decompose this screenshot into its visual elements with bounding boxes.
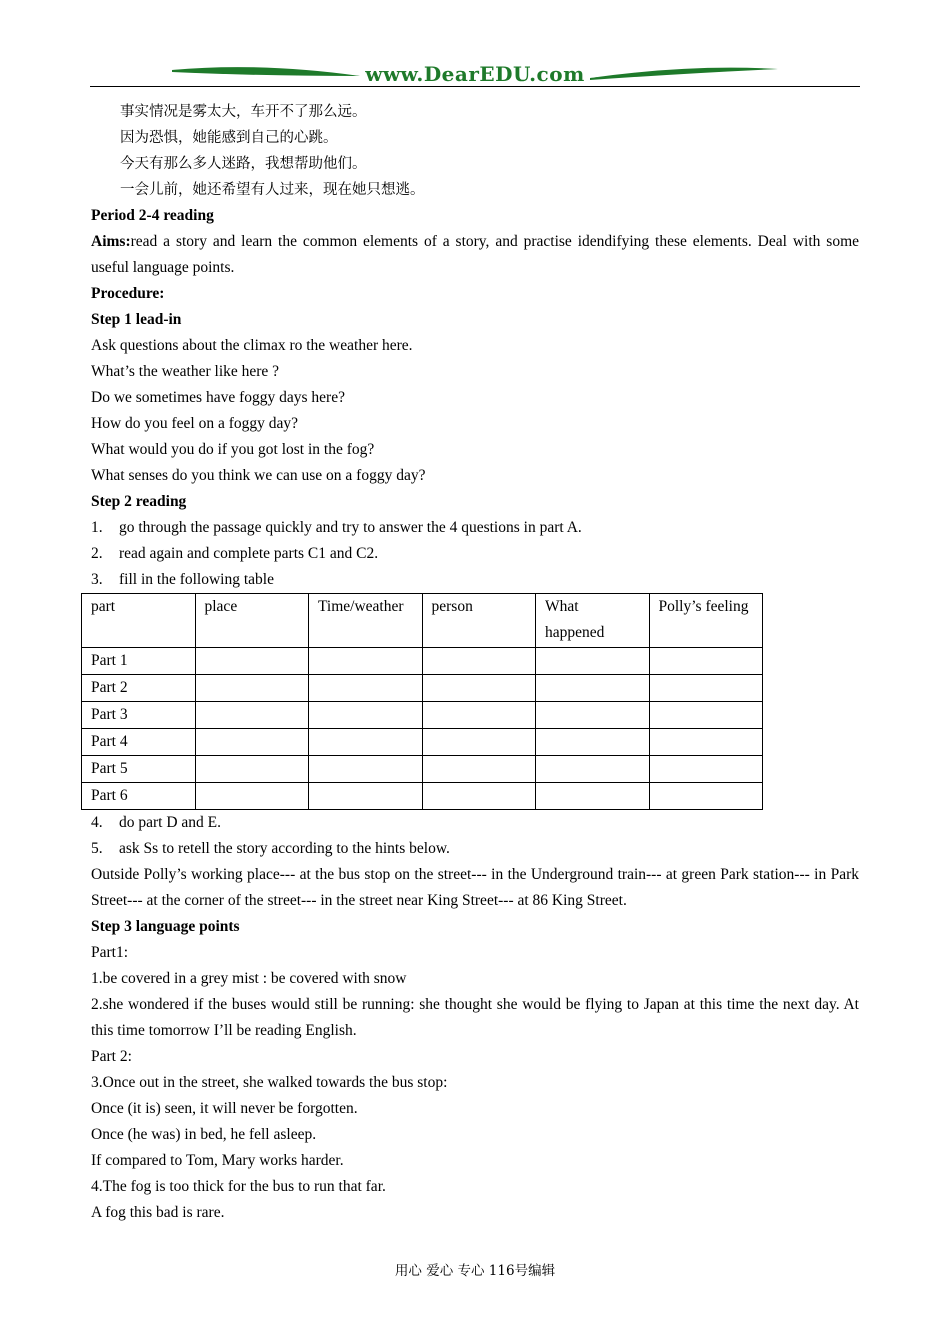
procedure-heading: Procedure: bbox=[91, 285, 165, 302]
table-cell-empty bbox=[649, 756, 763, 783]
chinese-sentence: 事实情况是雾太大，车开不了那么远。 bbox=[120, 104, 367, 120]
table-row-label: Part 3 bbox=[82, 702, 196, 729]
table-cell-empty bbox=[309, 729, 423, 756]
list-text: read again and complete parts C1 and C2. bbox=[119, 545, 379, 562]
table-cell-empty bbox=[422, 783, 536, 810]
step3-line: Part 2: bbox=[91, 1048, 132, 1065]
table-cell-empty bbox=[195, 702, 309, 729]
table-cell-empty bbox=[649, 702, 763, 729]
table-cell-empty bbox=[536, 648, 650, 675]
page-footer: 用心 爱心 专心 116号编辑 bbox=[394, 1263, 556, 1279]
table-cell-empty bbox=[536, 756, 650, 783]
list-text: fill in the following table bbox=[119, 571, 274, 588]
table-cell-empty bbox=[422, 648, 536, 675]
table-cell-empty bbox=[309, 783, 423, 810]
list-number: 5. bbox=[91, 840, 103, 857]
table-cell-empty bbox=[422, 675, 536, 702]
step3-line: Part1: bbox=[91, 944, 129, 961]
step1-line: What would you do if you got lost in the fog? bbox=[91, 441, 375, 458]
step1-line: Ask questions about the climax ro the weather here. bbox=[91, 337, 413, 354]
list-number: 1. bbox=[91, 519, 103, 536]
step1-line: How do you feel on a foggy day? bbox=[91, 415, 299, 432]
step1-line: What’s the weather like here ? bbox=[91, 363, 280, 380]
table-header-cell: Time/weather bbox=[309, 594, 423, 648]
table-cell-empty bbox=[309, 702, 423, 729]
aims-text: read a story and learn the common elements of a story, and practise idendifying these elements. Deal with some useful language points. bbox=[91, 233, 859, 276]
table-row-label: Part 2 bbox=[82, 675, 196, 702]
step3-line: 2.she wondered if the buses would still be running: she thought she would be flying to Japan at this time the next day. At this time tomorrow I’ll be reading English. bbox=[91, 996, 859, 1039]
table-cell-empty bbox=[649, 729, 763, 756]
table-row-label: Part 1 bbox=[82, 648, 196, 675]
step2-list-item bbox=[91, 567, 859, 593]
table-row-label: Part 4 bbox=[82, 729, 196, 756]
list-text: ask Ss to retell the story according to the hints below. bbox=[119, 840, 450, 857]
step1-heading: Step 1 lead-in bbox=[91, 311, 182, 328]
table-cell-empty bbox=[536, 702, 650, 729]
table-header-cell: Polly’s feeling bbox=[649, 594, 763, 648]
header-rule bbox=[90, 86, 860, 87]
table-row bbox=[82, 648, 763, 675]
document-body bbox=[91, 99, 859, 1226]
step3-line: Once (he was) in bed, he fell asleep. bbox=[91, 1126, 317, 1143]
list-text: do part D and E. bbox=[119, 814, 222, 831]
page-header bbox=[90, 60, 860, 90]
table-cell-empty bbox=[309, 648, 423, 675]
table-row bbox=[82, 675, 763, 702]
step2-list-item bbox=[91, 810, 859, 836]
table-cell-empty bbox=[536, 675, 650, 702]
table-cell-empty bbox=[422, 702, 536, 729]
table-cell-empty bbox=[422, 756, 536, 783]
table-cell-empty bbox=[195, 675, 309, 702]
chinese-sentence: 今天有那么多人迷路，我想帮助他们。 bbox=[120, 156, 367, 172]
chinese-sentence: 因为恐惧，她能感到自己的心跳。 bbox=[120, 130, 338, 146]
step3-line: 4.The fog is too thick for the bus to run that far. bbox=[91, 1178, 386, 1195]
table-cell-empty bbox=[422, 729, 536, 756]
table-cell-empty bbox=[195, 648, 309, 675]
step1-line: Do we sometimes have foggy days here? bbox=[91, 389, 345, 406]
table-header-cell: What happened bbox=[536, 594, 650, 648]
table-header-row bbox=[82, 594, 763, 648]
table-cell-empty bbox=[309, 675, 423, 702]
step2-heading: Step 2 reading bbox=[91, 493, 187, 510]
list-text: go through the passage quickly and try to answer the 4 questions in part A. bbox=[119, 519, 582, 536]
table-cell-empty bbox=[195, 783, 309, 810]
table-cell-empty bbox=[649, 648, 763, 675]
step3-line: If compared to Tom, Mary works harder. bbox=[91, 1152, 344, 1169]
header-site-title: www.DearEDU.com bbox=[365, 62, 585, 86]
table-header-cell: place bbox=[195, 594, 309, 648]
step2-list-item bbox=[91, 515, 859, 541]
step3-line: 3.Once out in the street, she walked towards the bus stop: bbox=[91, 1074, 448, 1091]
period-title: Period 2-4 reading bbox=[91, 207, 214, 224]
table-row bbox=[82, 702, 763, 729]
list-number: 4. bbox=[91, 814, 103, 831]
aims-label: Aims: bbox=[91, 233, 131, 250]
retell-hints: Outside Polly’s working place--- at the bus stop on the street--- in the Underground train--- at green Park station--- in Park Street--- at the corner of the street--- in the street near King Street--- at 86 King Street. bbox=[91, 866, 859, 909]
step3-line: 1.be covered in a grey mist : be covered with snow bbox=[91, 970, 407, 987]
chinese-sentence: 一会儿前，她还希望有人过来，现在她只想逃。 bbox=[120, 182, 425, 198]
table-cell-empty bbox=[649, 783, 763, 810]
table-header-cell: part bbox=[82, 594, 196, 648]
table-row-label: Part 6 bbox=[82, 783, 196, 810]
step3-line: A fog this bad is rare. bbox=[91, 1204, 225, 1221]
table-cell-empty bbox=[195, 756, 309, 783]
table-row bbox=[82, 729, 763, 756]
story-elements-table bbox=[81, 593, 763, 810]
step3-line: Once (it is) seen, it will never be forgotten. bbox=[91, 1100, 358, 1117]
table-cell-empty bbox=[649, 675, 763, 702]
table-cell-empty bbox=[536, 729, 650, 756]
step2-list-item bbox=[91, 836, 859, 862]
table-header-cell: person bbox=[422, 594, 536, 648]
table-row bbox=[82, 783, 763, 810]
step3-heading: Step 3 language points bbox=[91, 918, 240, 935]
table-cell-empty bbox=[536, 783, 650, 810]
step1-line: What senses do you think we can use on a foggy day? bbox=[91, 467, 426, 484]
list-number: 3. bbox=[91, 571, 103, 588]
table-row bbox=[82, 756, 763, 783]
table-cell-empty bbox=[195, 729, 309, 756]
aims-paragraph bbox=[91, 229, 859, 281]
table-cell-empty bbox=[309, 756, 423, 783]
table-row-label: Part 5 bbox=[82, 756, 196, 783]
step2-list-item bbox=[91, 541, 859, 567]
list-number: 2. bbox=[91, 545, 103, 562]
